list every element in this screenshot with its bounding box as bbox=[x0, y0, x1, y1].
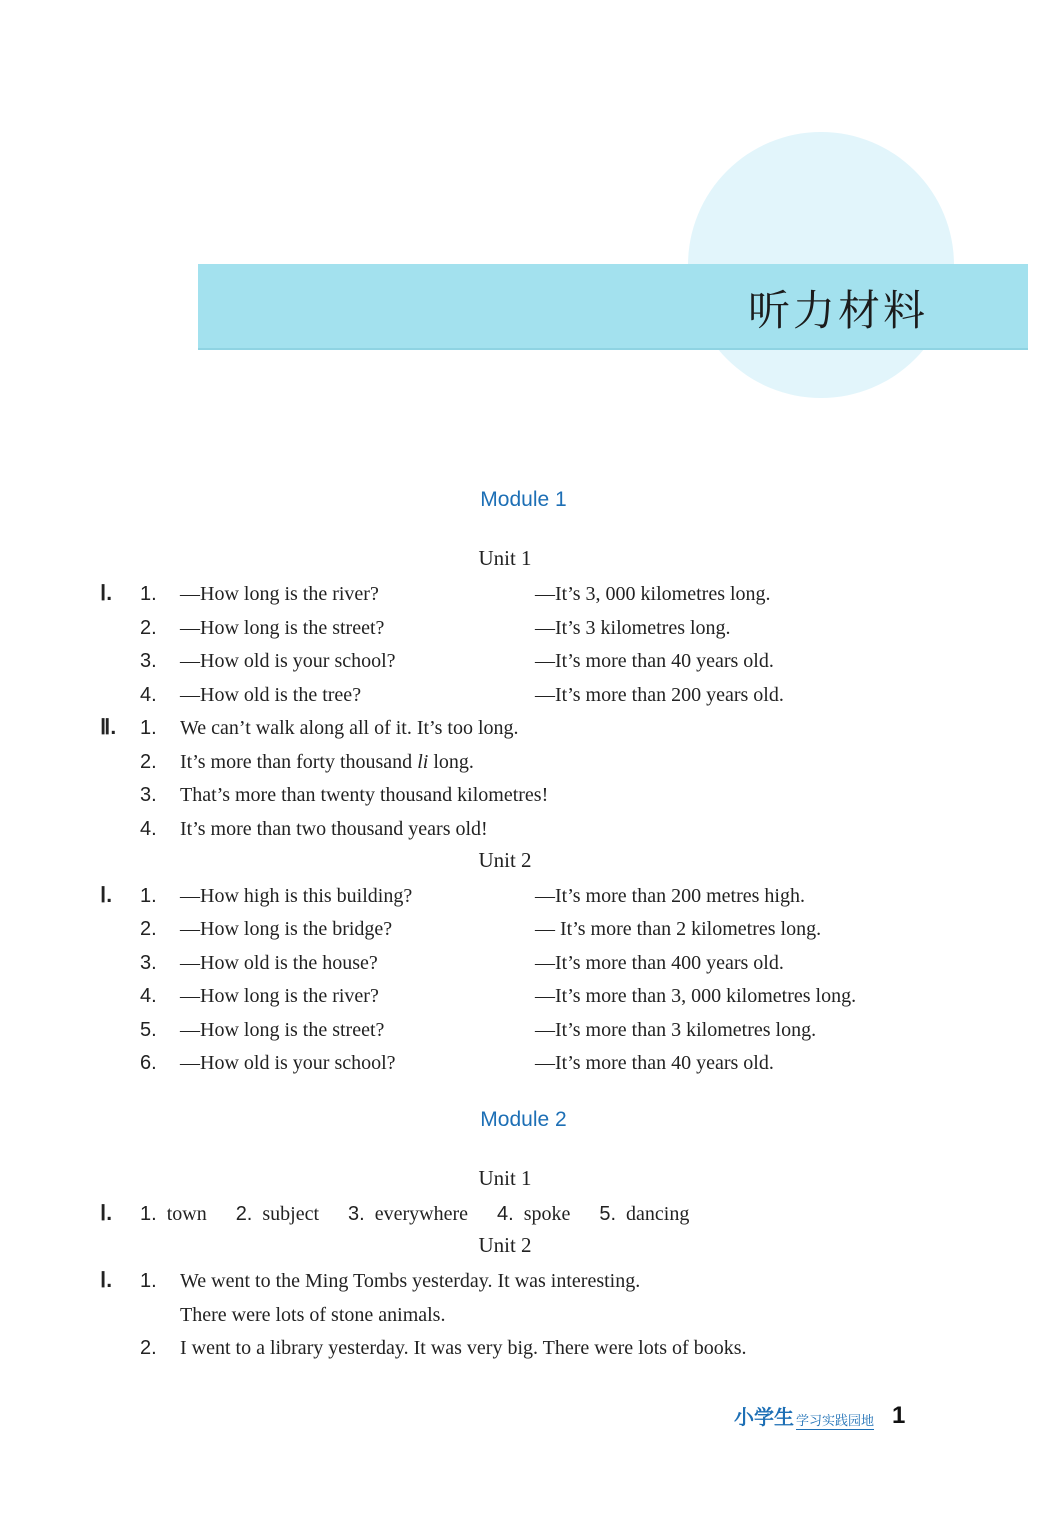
question: —How old is your school? bbox=[180, 1052, 396, 1074]
section-numeral: Ⅰ. bbox=[100, 884, 113, 907]
list-item: 3. —How old is the house? —It’s more than 400 years old. bbox=[0, 948, 1047, 978]
sentence: There were lots of stone animals. bbox=[180, 1304, 446, 1326]
page-title: 听力材料 bbox=[747, 286, 928, 335]
question: —How long is the bridge? bbox=[180, 918, 393, 940]
question: —How long is the street? bbox=[180, 617, 385, 639]
page-number: 1 bbox=[892, 1402, 906, 1429]
m1-unit-1-title: Unit 1 bbox=[478, 546, 532, 570]
list-item bbox=[0, 1199, 1047, 1229]
question: —How old is the house? bbox=[180, 952, 378, 974]
list-item: Ⅰ. 1. We went to the Ming Tombs yesterday. It was interesting. bbox=[0, 1266, 1047, 1296]
question: —How long is the street? bbox=[180, 1019, 385, 1041]
list-item: Ⅰ. 1. —How high is this building? —It’s more than 200 metres high. bbox=[0, 881, 1047, 911]
list-item: 2. —How long is the street? —It’s 3 kilometres long. bbox=[0, 613, 1047, 643]
list-item: 3. —How old is your school? —It’s more than 40 years old. bbox=[0, 646, 1047, 676]
question: —How long is the river? bbox=[180, 985, 379, 1007]
list-item: 4. —How old is the tree? —It’s more than 200 years old. bbox=[0, 680, 1047, 710]
list-item: 5. —How long is the street? —It’s more than 3 kilometres long. bbox=[0, 1015, 1047, 1045]
section-numeral: Ⅰ. bbox=[100, 1202, 113, 1225]
list-item: 4. It’s more than two thousand years old! bbox=[0, 814, 1047, 844]
header-banner bbox=[198, 264, 1028, 350]
module-1-title: Module 1 bbox=[480, 488, 567, 511]
sentence: That’s more than twenty thousand kilometres! bbox=[180, 784, 549, 806]
module-2-title: Module 2 bbox=[480, 1108, 567, 1131]
sentence: We went to the Ming Tombs yesterday. It was interesting. bbox=[180, 1270, 641, 1292]
section-numeral: Ⅰ. bbox=[100, 582, 113, 605]
sentence: I went to a library yesterday. It was very big. There were lots of books. bbox=[180, 1337, 747, 1359]
answer: — It’s more than 2 kilometres long. bbox=[535, 918, 822, 940]
list-item: 2. —How long is the bridge? — It’s more than 2 kilometres long. bbox=[0, 914, 1047, 944]
answer: —It’s more than 40 years old. bbox=[535, 650, 774, 672]
answer: —It’s more than 3 kilometres long. bbox=[535, 1019, 817, 1041]
footer-brand: 小学生 bbox=[734, 1405, 794, 1429]
sentence: It’s more than forty thousand li long. bbox=[180, 751, 474, 773]
list-item: 4. —How long is the river? —It’s more than 3, 000 kilometres long. bbox=[0, 981, 1047, 1011]
answer: —It’s 3 kilometres long. bbox=[535, 617, 731, 639]
question: —How long is the river? bbox=[180, 583, 379, 605]
sentence: We can’t walk along all of it. It’s too long. bbox=[180, 717, 519, 739]
answer: —It’s more than 200 years old. bbox=[535, 684, 784, 706]
list-item: 2. It’s more than forty thousand li long. bbox=[0, 747, 1047, 777]
answer: —It’s more than 3, 000 kilometres long. bbox=[535, 985, 857, 1007]
m2-unit-2-title: Unit 2 bbox=[478, 1233, 532, 1257]
answer: —It’s more than 200 metres high. bbox=[535, 885, 805, 907]
footer-subtitle: 学习实践园地 bbox=[796, 1410, 874, 1430]
list-item: 2. I went to a library yesterday. It was very big. There were lots of books. bbox=[0, 1333, 1047, 1363]
list-item: Ⅱ. 1. We can’t walk along all of it. It’s too long. bbox=[0, 713, 1047, 743]
m1-unit-2-title: Unit 2 bbox=[478, 848, 532, 872]
question: —How old is the tree? bbox=[180, 684, 362, 706]
answer: —It’s more than 400 years old. bbox=[535, 952, 784, 974]
list-item-continued bbox=[0, 1300, 1047, 1330]
question: —How old is your school? bbox=[180, 650, 396, 672]
answer: —It’s more than 40 years old. bbox=[535, 1052, 774, 1074]
question: —How high is this building? bbox=[180, 885, 413, 907]
list-item: Ⅰ. 1. —How long is the river? —It’s 3, 000 kilometres long. bbox=[0, 579, 1047, 609]
footer bbox=[734, 1396, 905, 1430]
list-item: 6. —How old is your school? —It’s more than 40 years old. bbox=[0, 1048, 1047, 1078]
answer: —It’s 3, 000 kilometres long. bbox=[535, 583, 771, 605]
section-numeral: Ⅰ. bbox=[100, 1269, 113, 1292]
word-list: 1. town 2. subject 3. everywhere 4. spoke 5. dancing bbox=[140, 1203, 690, 1225]
sentence: It’s more than two thousand years old! bbox=[180, 818, 488, 840]
section-numeral: Ⅱ. bbox=[100, 716, 117, 739]
list-item: 3. That’s more than twenty thousand kilometres! bbox=[0, 780, 1047, 810]
m2-unit-1-title: Unit 1 bbox=[478, 1166, 532, 1190]
